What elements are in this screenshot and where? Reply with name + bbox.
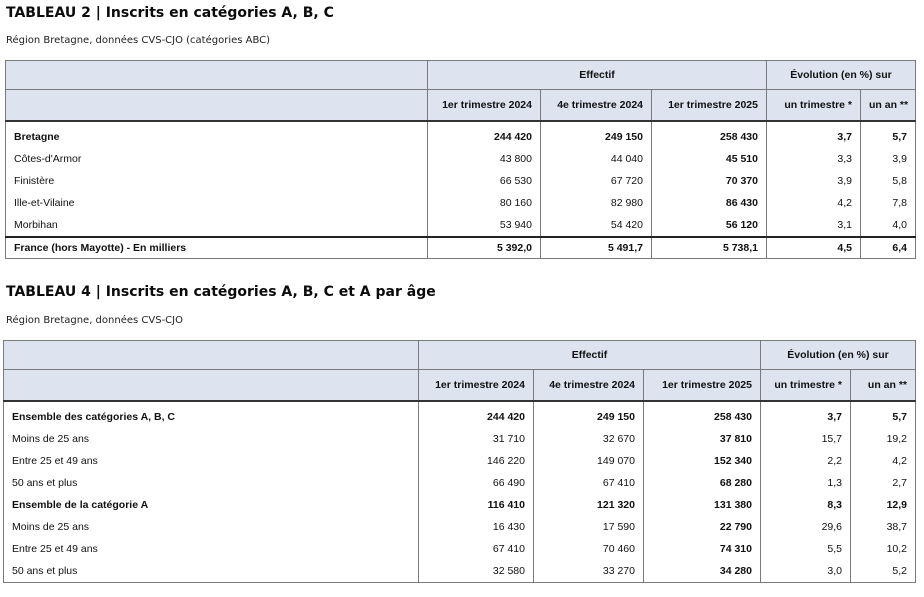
table-row (4, 560, 916, 583)
row-label: Ensemble de la catégorie A (4, 494, 419, 516)
cell: 5,8 (861, 170, 916, 192)
cell: 33 270 (534, 560, 644, 583)
cell: 43 800 (428, 148, 541, 170)
table-row-total (6, 237, 916, 259)
cell: 38,7 (851, 516, 916, 538)
cell: 5,7 (851, 401, 916, 428)
row-label: 50 ans et plus (4, 560, 419, 583)
table-row (6, 214, 916, 237)
cell: 152 340 (644, 450, 761, 472)
cell: 3,1 (767, 214, 861, 237)
cell: 45 510 (652, 148, 767, 170)
cell: 5,7 (861, 121, 916, 148)
cell: 5,2 (851, 560, 916, 583)
table4-group-effectif: Effectif (419, 341, 761, 370)
table-row (4, 428, 916, 450)
cell: 17 590 (534, 516, 644, 538)
cell: 80 160 (428, 192, 541, 214)
table4-title: TABLEAU 4 | Inscrits en catégories A, B, C et A par âge (6, 284, 436, 300)
table-row (4, 516, 916, 538)
cell: 32 670 (534, 428, 644, 450)
cell: 32 580 (419, 560, 534, 583)
table-row (4, 494, 916, 516)
cell: 53 940 (428, 214, 541, 237)
table2-header-label (6, 90, 428, 122)
cell: 5,5 (761, 538, 851, 560)
table4-group-evolution: Évolution (en %) sur (761, 341, 916, 370)
cell: 131 380 (644, 494, 761, 516)
table-row (4, 538, 916, 560)
cell: 6,4 (861, 237, 916, 259)
table4-col-5: un an ** (851, 370, 916, 402)
cell: 5 738,1 (652, 237, 767, 259)
row-label: Moins de 25 ans (4, 428, 419, 450)
cell: 66 490 (419, 472, 534, 494)
table4-col-4: un trimestre * (761, 370, 851, 402)
table-row (6, 192, 916, 214)
cell: 19,2 (851, 428, 916, 450)
row-label: Morbihan (6, 214, 428, 237)
row-label: France (hors Mayotte) - En milliers (6, 237, 428, 259)
table4-header-blank (4, 341, 419, 370)
row-label: Finistère (6, 170, 428, 192)
cell: 16 430 (419, 516, 534, 538)
table2-col-3: 1er trimestre 2025 (652, 90, 767, 122)
row-label: Ensemble des catégories A, B, C (4, 401, 419, 428)
cell: 31 710 (419, 428, 534, 450)
table4 (3, 340, 916, 583)
cell: 3,3 (767, 148, 861, 170)
cell: 67 410 (534, 472, 644, 494)
cell: 10,2 (851, 538, 916, 560)
cell: 86 430 (652, 192, 767, 214)
cell: 15,7 (761, 428, 851, 450)
cell: 258 430 (644, 401, 761, 428)
row-label: 50 ans et plus (4, 472, 419, 494)
cell: 22 790 (644, 516, 761, 538)
table2-group-evolution: Évolution (en %) sur (767, 61, 916, 90)
table4-header-label (4, 370, 419, 402)
cell: 4,5 (767, 237, 861, 259)
table2-col-1: 1er trimestre 2024 (428, 90, 541, 122)
table-row (6, 170, 916, 192)
cell: 66 530 (428, 170, 541, 192)
cell: 44 040 (541, 148, 652, 170)
cell: 4,0 (861, 214, 916, 237)
table4-col-3: 1er trimestre 2025 (644, 370, 761, 402)
cell: 3,0 (761, 560, 851, 583)
cell: 121 320 (534, 494, 644, 516)
table-row (4, 472, 916, 494)
table2-col-5: un an ** (861, 90, 916, 122)
cell: 67 410 (419, 538, 534, 560)
table2-title: TABLEAU 2 | Inscrits en catégories A, B, C (6, 5, 334, 21)
table2 (5, 60, 916, 259)
cell: 29,6 (761, 516, 851, 538)
cell: 1,3 (761, 472, 851, 494)
cell: 70 460 (534, 538, 644, 560)
cell: 4,2 (767, 192, 861, 214)
table-row (4, 450, 916, 472)
table-row (4, 401, 916, 428)
row-label: Côtes-d'Armor (6, 148, 428, 170)
cell: 258 430 (652, 121, 767, 148)
row-label: Ille-et-Vilaine (6, 192, 428, 214)
cell: 8,3 (761, 494, 851, 516)
table-row (6, 121, 916, 148)
cell: 244 420 (428, 121, 541, 148)
cell: 3,9 (861, 148, 916, 170)
cell: 67 720 (541, 170, 652, 192)
table4-col-1: 1er trimestre 2024 (419, 370, 534, 402)
cell: 3,7 (761, 401, 851, 428)
table2-subtitle: Région Bretagne, données CVS-CJO (catégories ABC) (6, 35, 271, 46)
cell: 249 150 (534, 401, 644, 428)
row-label: Entre 25 et 49 ans (4, 538, 419, 560)
cell: 3,9 (767, 170, 861, 192)
row-label: Bretagne (6, 121, 428, 148)
cell: 68 280 (644, 472, 761, 494)
table4-col-2: 4e trimestre 2024 (534, 370, 644, 402)
cell: 12,9 (851, 494, 916, 516)
cell: 70 370 (652, 170, 767, 192)
table-row (6, 148, 916, 170)
table4-subtitle: Région Bretagne, données CVS-CJO (6, 315, 183, 326)
table2-col-2: 4e trimestre 2024 (541, 90, 652, 122)
cell: 5 491,7 (541, 237, 652, 259)
cell: 146 220 (419, 450, 534, 472)
table2-col-4: un trimestre * (767, 90, 861, 122)
table2-group-effectif: Effectif (428, 61, 767, 90)
cell: 56 120 (652, 214, 767, 237)
row-label: Entre 25 et 49 ans (4, 450, 419, 472)
cell: 5 392,0 (428, 237, 541, 259)
cell: 34 280 (644, 560, 761, 583)
cell: 54 420 (541, 214, 652, 237)
cell: 37 810 (644, 428, 761, 450)
cell: 7,8 (861, 192, 916, 214)
cell: 2,2 (761, 450, 851, 472)
cell: 149 070 (534, 450, 644, 472)
cell: 82 980 (541, 192, 652, 214)
cell: 74 310 (644, 538, 761, 560)
cell: 2,7 (851, 472, 916, 494)
cell: 116 410 (419, 494, 534, 516)
cell: 3,7 (767, 121, 861, 148)
cell: 249 150 (541, 121, 652, 148)
cell: 244 420 (419, 401, 534, 428)
cell: 4,2 (851, 450, 916, 472)
table2-header-blank (6, 61, 428, 90)
row-label: Moins de 25 ans (4, 516, 419, 538)
